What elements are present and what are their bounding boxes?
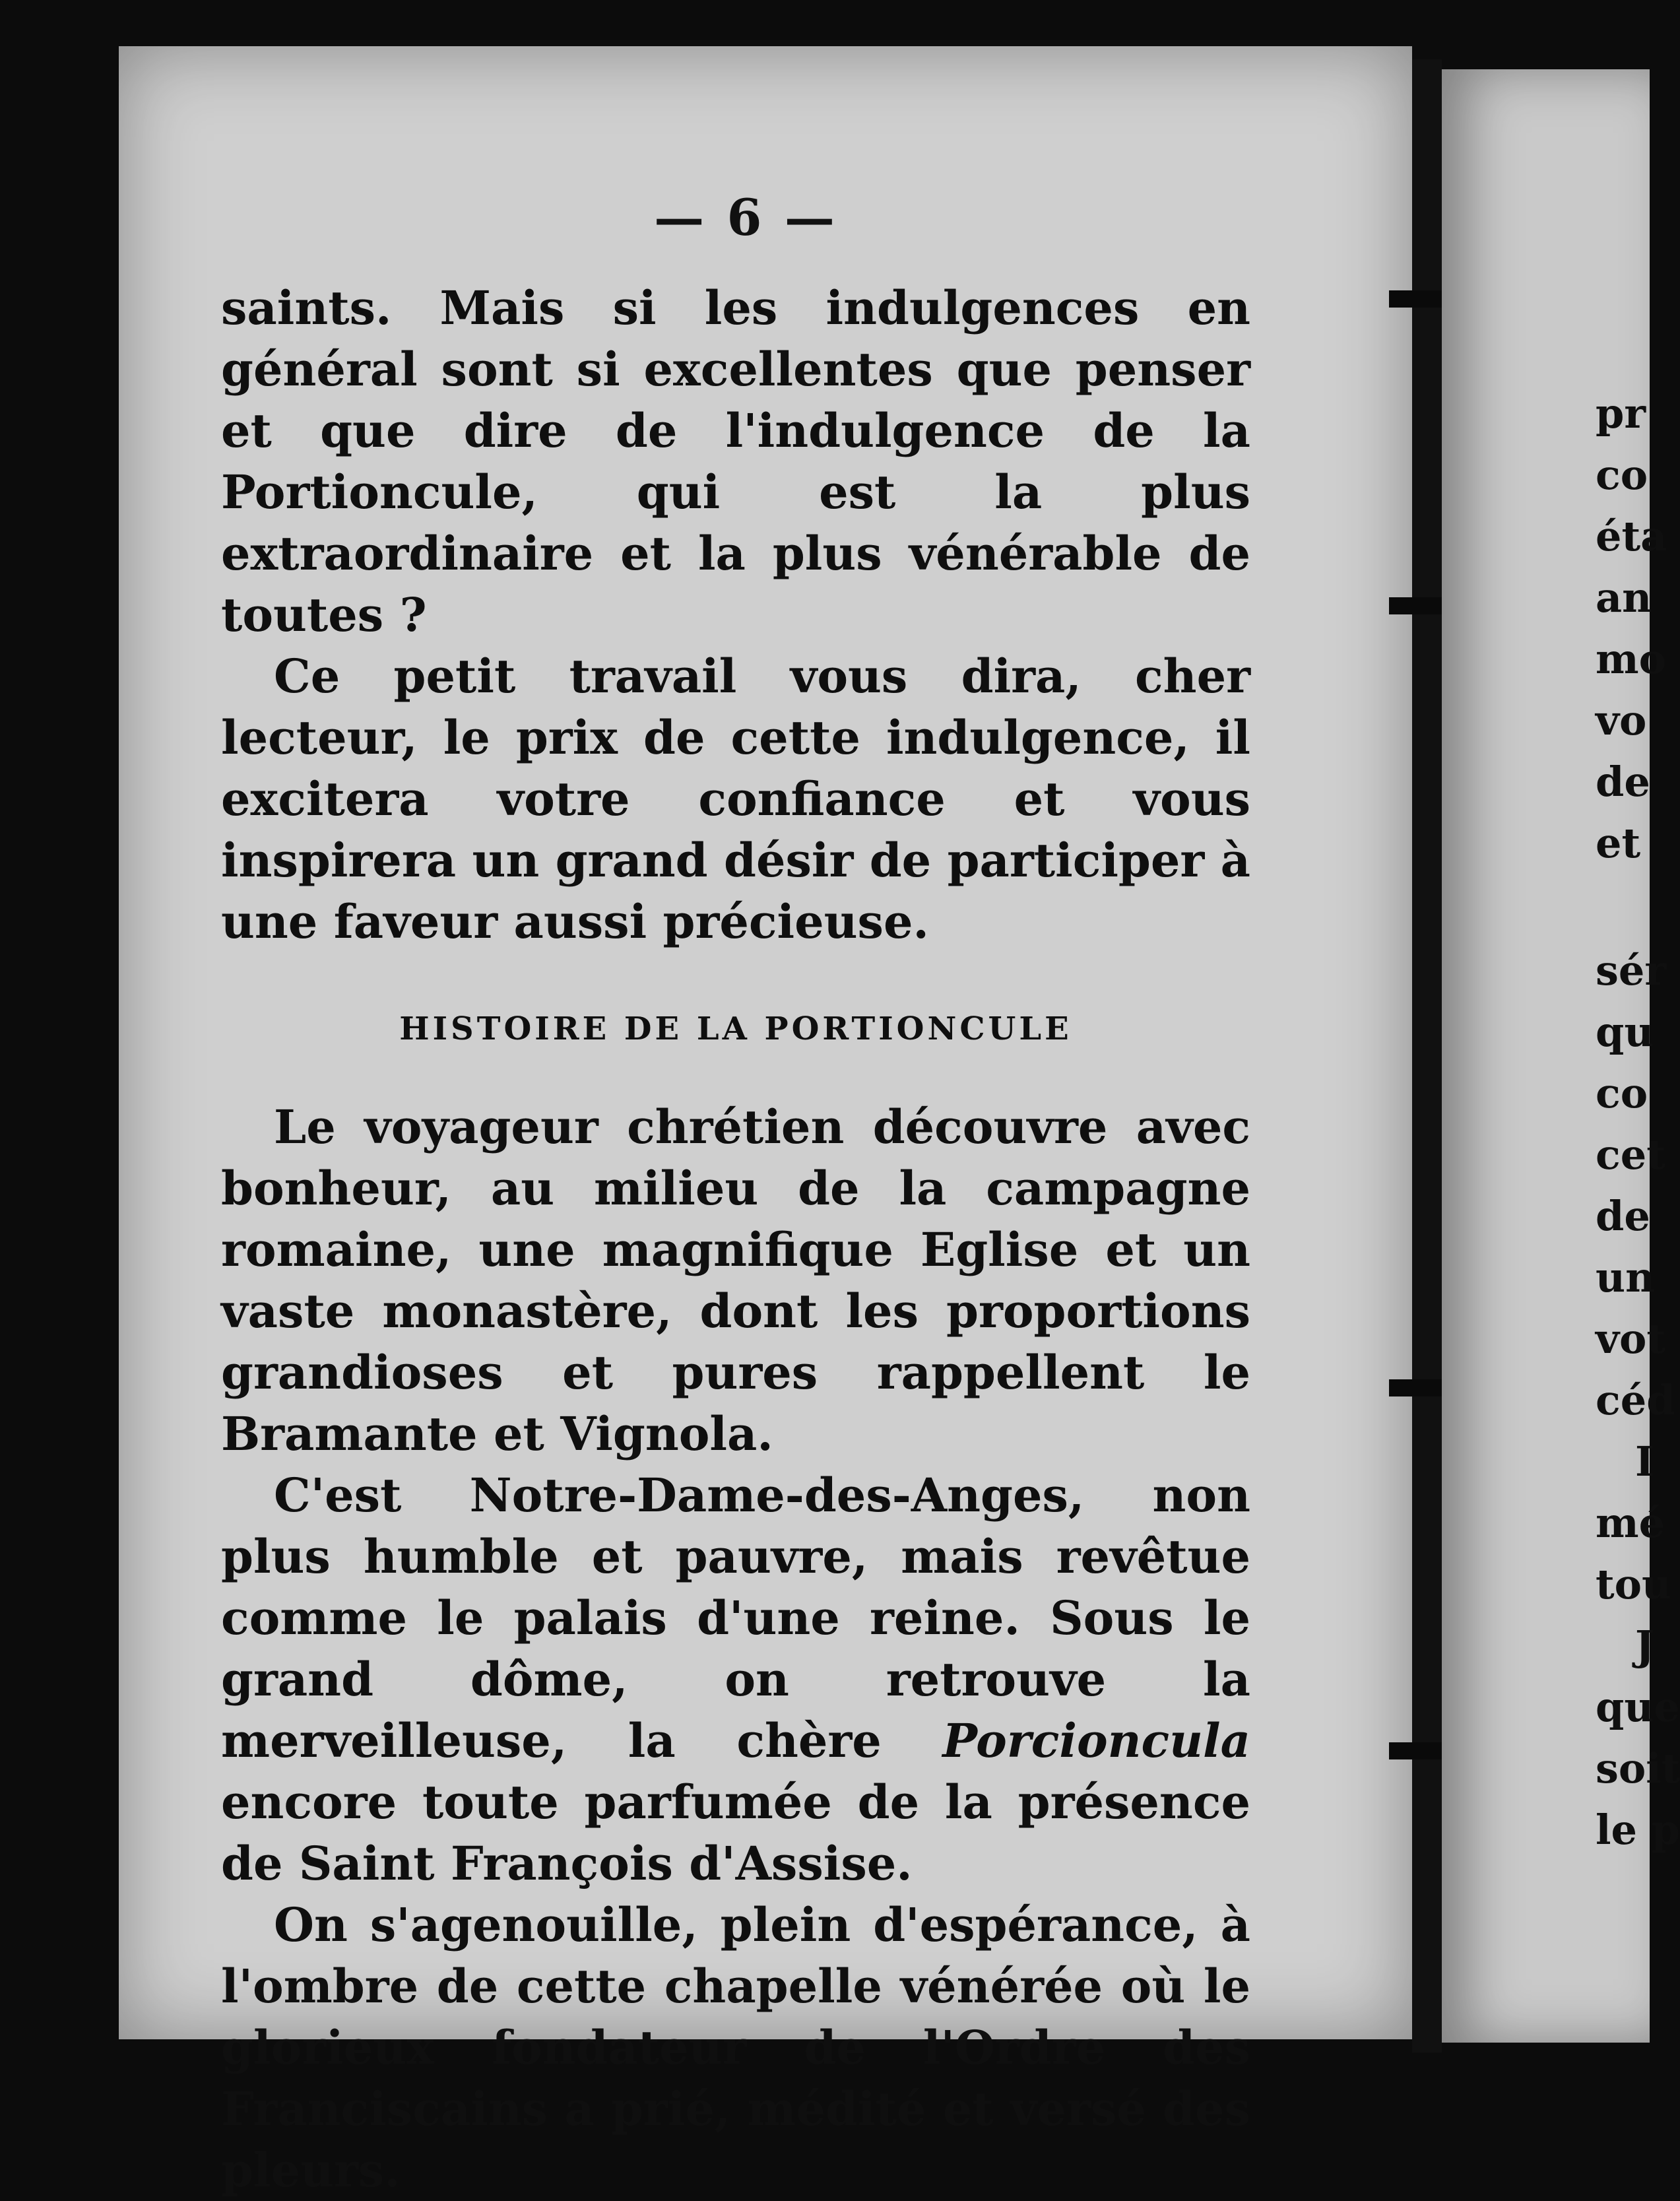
paragraph-2-text-before: C'est Notre-Dame-des-Anges, non plus humble et pauvre, mais revêtue comme le palais d'une reine. Sous le grand dôme, on retrouve la merveilleuse, la chère	[221, 1468, 1250, 1768]
section-paragraph-2	[221, 1464, 1250, 1894]
right-line: qu	[1596, 1008, 1654, 1056]
right-line: vo	[1596, 696, 1647, 744]
right-line: céd	[1596, 1376, 1675, 1424]
right-line: cet	[1596, 1131, 1665, 1179]
right-line: tou	[1596, 1560, 1672, 1608]
page-number: — 6 —	[654, 188, 837, 247]
right-line: co	[1596, 451, 1648, 499]
right-line: co	[1596, 1069, 1648, 1117]
intro-paragraph-1: saints. Mais si les indulgences en général sont si excellentes que penser et que dire de l'indulgence de la Portioncule, qui est la plus extraordinaire et la plus vénérable de toutes ?	[221, 280, 1250, 642]
right-line: que	[1596, 1683, 1680, 1731]
right-line: le p	[1596, 1806, 1680, 1854]
right-line: de	[1596, 758, 1650, 806]
right-line: un	[1596, 1253, 1656, 1301]
paragraph-2-text-after: encore toute parfumée de la présence de Saint François d'Assise.	[221, 1775, 1250, 1891]
intro-paragraph-2: Ce petit travail vous dira, cher lecteur, le prix de cette indulgence, il excitera votre confiance et vous inspirera un grand désir de participer à une faveur aussi précieuse.	[221, 649, 1250, 949]
section-paragraph-3: On s'agenouille, plein d'espérance, à l'ombre de cette chapelle vénérée où le glorieux fondateur de l'Ordre des Franciscains a prié, médité et versé des pleurs.	[221, 1897, 1250, 2198]
right-line: pr	[1596, 389, 1646, 438]
right-page-text-fragments	[1596, 383, 1680, 1860]
page-text	[221, 277, 1250, 2201]
right-line: J	[1635, 1622, 1655, 1670]
right-line: éta	[1596, 512, 1667, 560]
right-line: vot	[1596, 1315, 1666, 1363]
right-line: mo	[1596, 635, 1666, 683]
right-line: de	[1596, 1192, 1650, 1240]
right-gap	[1596, 874, 1650, 940]
section-heading: HISTOIRE DE LA PORTIONCULE	[399, 1010, 1072, 1047]
right-line: et	[1596, 819, 1641, 867]
right-line: soit	[1596, 1744, 1680, 1792]
right-line: mé	[1596, 1499, 1665, 1547]
right-line: I	[1635, 1437, 1655, 1486]
porcioncula-italic: Porcioncula	[942, 1713, 1250, 1768]
right-line: sér	[1596, 946, 1667, 995]
right-line: an	[1596, 574, 1652, 622]
section-paragraph-1: Le voyageur chrétien découvre avec bonheur, au milieu de la campagne romaine, une magnifique Eglise et un vaste monastère, dont les proportions grandioses et pures rappellent le Bramante et Vignola.	[221, 1100, 1250, 1461]
